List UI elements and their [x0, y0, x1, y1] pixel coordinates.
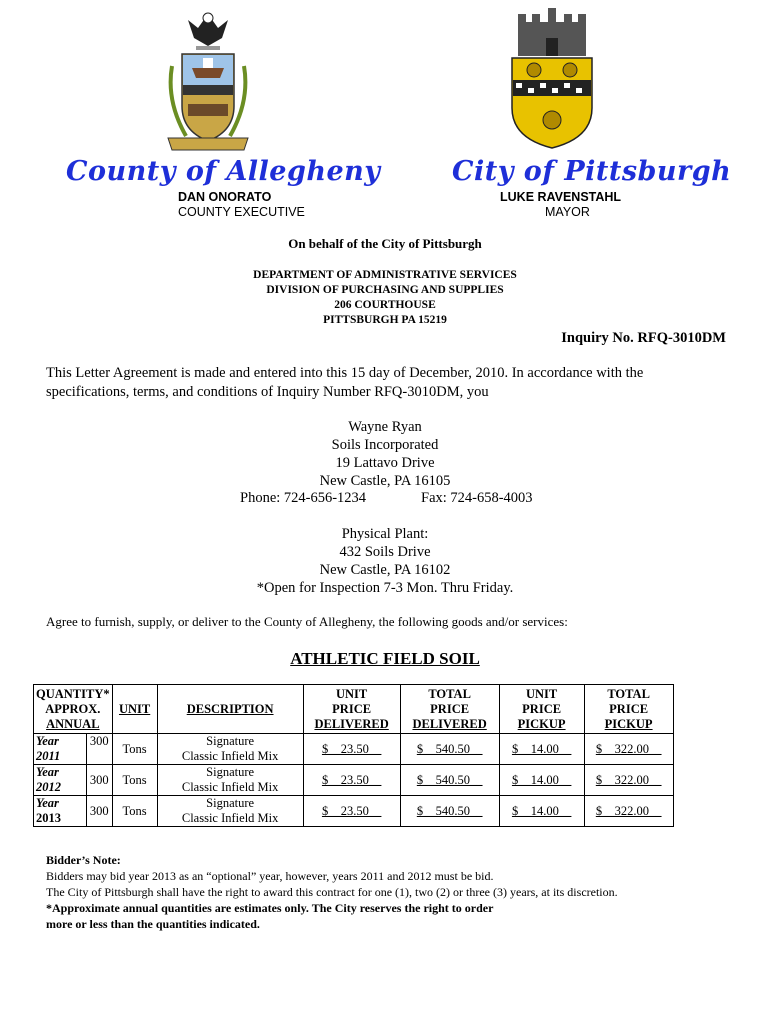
row-description: Signature Classic Infield Mix — [157, 796, 303, 827]
row-qty: 300 — [86, 796, 112, 827]
vendor-company: Soils Incorporated — [331, 437, 439, 453]
table-row — [34, 734, 674, 765]
inquiry-number: Inquiry No. RFQ-3010DM — [561, 330, 726, 346]
county-seal-image — [158, 6, 258, 152]
row-total-price-pickup: $__322.00__ — [584, 796, 673, 827]
county-exec-title: COUNTY EXECUTIVE — [178, 205, 305, 219]
address-line: 206 COURTHOUSE — [334, 299, 436, 311]
row-unit-price-delivered: $__23.50__ — [303, 734, 400, 765]
plant-note: *Open for Inspection 7-3 Mon. Thru Friday. — [256, 580, 514, 596]
intro-line: specifications, terms, and conditions of Inquiry Number RFQ-3010DM, you — [46, 384, 489, 400]
row-unit: Tons — [112, 734, 157, 765]
plant-label: Physical Plant: — [341, 526, 429, 542]
vendor-name: Wayne Ryan — [348, 419, 422, 435]
row-unit: Tons — [112, 765, 157, 796]
city-title: City of Pittsburgh — [452, 156, 732, 187]
intro-paragraph — [46, 364, 643, 402]
note-line: The City of Pittsburgh shall have the right to award this contract for one (1), two (2) or three (3) years, at its discretion. — [46, 885, 618, 899]
row-total-price-pickup: $__322.00__ — [584, 765, 673, 796]
agree-line: Agree to furnish, supply, or deliver to the County of Allegheny, the following goods and/or services: — [46, 614, 568, 629]
header-description: DESCRIPTION — [157, 685, 303, 734]
vendor-phone: Phone: 724-656-1234 — [240, 490, 367, 506]
mayor-name: LUKE RAVENSTAHL — [500, 190, 622, 204]
table-header-row — [34, 685, 674, 734]
table-row — [34, 765, 674, 796]
vendor-city: New Castle, PA 16105 — [319, 473, 451, 489]
row-qty: 300 — [86, 765, 112, 796]
county-title: County of Allegheny — [66, 156, 381, 187]
department-block — [0, 268, 770, 328]
header-unit-price-delivered: UNIT PRICE DELIVERED — [303, 685, 400, 734]
row-year: Year 2013 — [34, 796, 87, 827]
row-total-price-pickup: $__322.00__ — [584, 734, 673, 765]
row-total-price-delivered: $__540.50__ — [400, 796, 499, 827]
table-row — [34, 796, 674, 827]
items-table — [33, 684, 674, 827]
plant-street: 432 Soils Drive — [339, 544, 431, 560]
row-description: Signature Classic Infield Mix — [157, 765, 303, 796]
note-line: Bidders may bid year 2013 as an “optional” year, however, years 2011 and 2012 must be bid. — [46, 869, 494, 883]
header-unit: UNIT — [112, 685, 157, 734]
row-description: Signature Classic Infield Mix — [157, 734, 303, 765]
row-qty: 300 — [86, 734, 112, 765]
county-exec-name: DAN ONORATO — [178, 190, 272, 204]
city-state-line: PITTSBURGH PA 15219 — [323, 314, 447, 326]
plant-city: New Castle, PA 16102 — [319, 562, 451, 578]
division-line: DIVISION OF PURCHASING AND SUPPLIES — [266, 284, 504, 296]
plant-block — [0, 525, 770, 597]
vendor-fax: Fax: 724-658-4003 — [421, 490, 533, 506]
note-line: *Approximate annual quantities are estimates only. The City reserves the right to order — [46, 901, 494, 915]
row-unit-price-delivered: $__23.50__ — [303, 765, 400, 796]
header-total-price-pickup: TOTAL PRICE PICKUP — [584, 685, 673, 734]
row-total-price-delivered: $__540.50__ — [400, 734, 499, 765]
header-unit-price-pickup: UNIT PRICE PICKUP — [499, 685, 584, 734]
row-year: Year 2012 — [34, 765, 87, 796]
vendor-block — [0, 418, 770, 490]
intro-line: This Letter Agreement is made and entered into this 15 day of December, 2010. In accordance with the — [46, 365, 644, 381]
row-unit-price-pickup: $__14.00__ — [499, 734, 584, 765]
row-unit-price-delivered: $__23.50__ — [303, 796, 400, 827]
vendor-street: 19 Lattavo Drive — [335, 455, 435, 471]
mayor-title: MAYOR — [545, 205, 590, 219]
header-total-price-delivered: TOTAL PRICE DELIVERED — [400, 685, 499, 734]
row-total-price-delivered: $__540.50__ — [400, 765, 499, 796]
note-line: more or less than the quantities indicated. — [46, 917, 260, 931]
row-unit-price-pickup: $__14.00__ — [499, 796, 584, 827]
header-quantity: QUANTITY* APPROX. ANNUAL — [34, 685, 113, 734]
city-seal-image — [506, 8, 598, 150]
bidders-note — [46, 852, 618, 932]
section-title: ATHLETIC FIELD SOIL — [290, 649, 480, 668]
note-title: Bidder’s Note: — [46, 853, 121, 867]
row-unit: Tons — [112, 796, 157, 827]
department-line: DEPARTMENT OF ADMINISTRATIVE SERVICES — [253, 269, 517, 281]
row-year: Year 2011 — [34, 734, 87, 765]
row-unit-price-pickup: $__14.00__ — [499, 765, 584, 796]
behalf-line: On behalf of the City of Pittsburgh — [288, 236, 482, 251]
